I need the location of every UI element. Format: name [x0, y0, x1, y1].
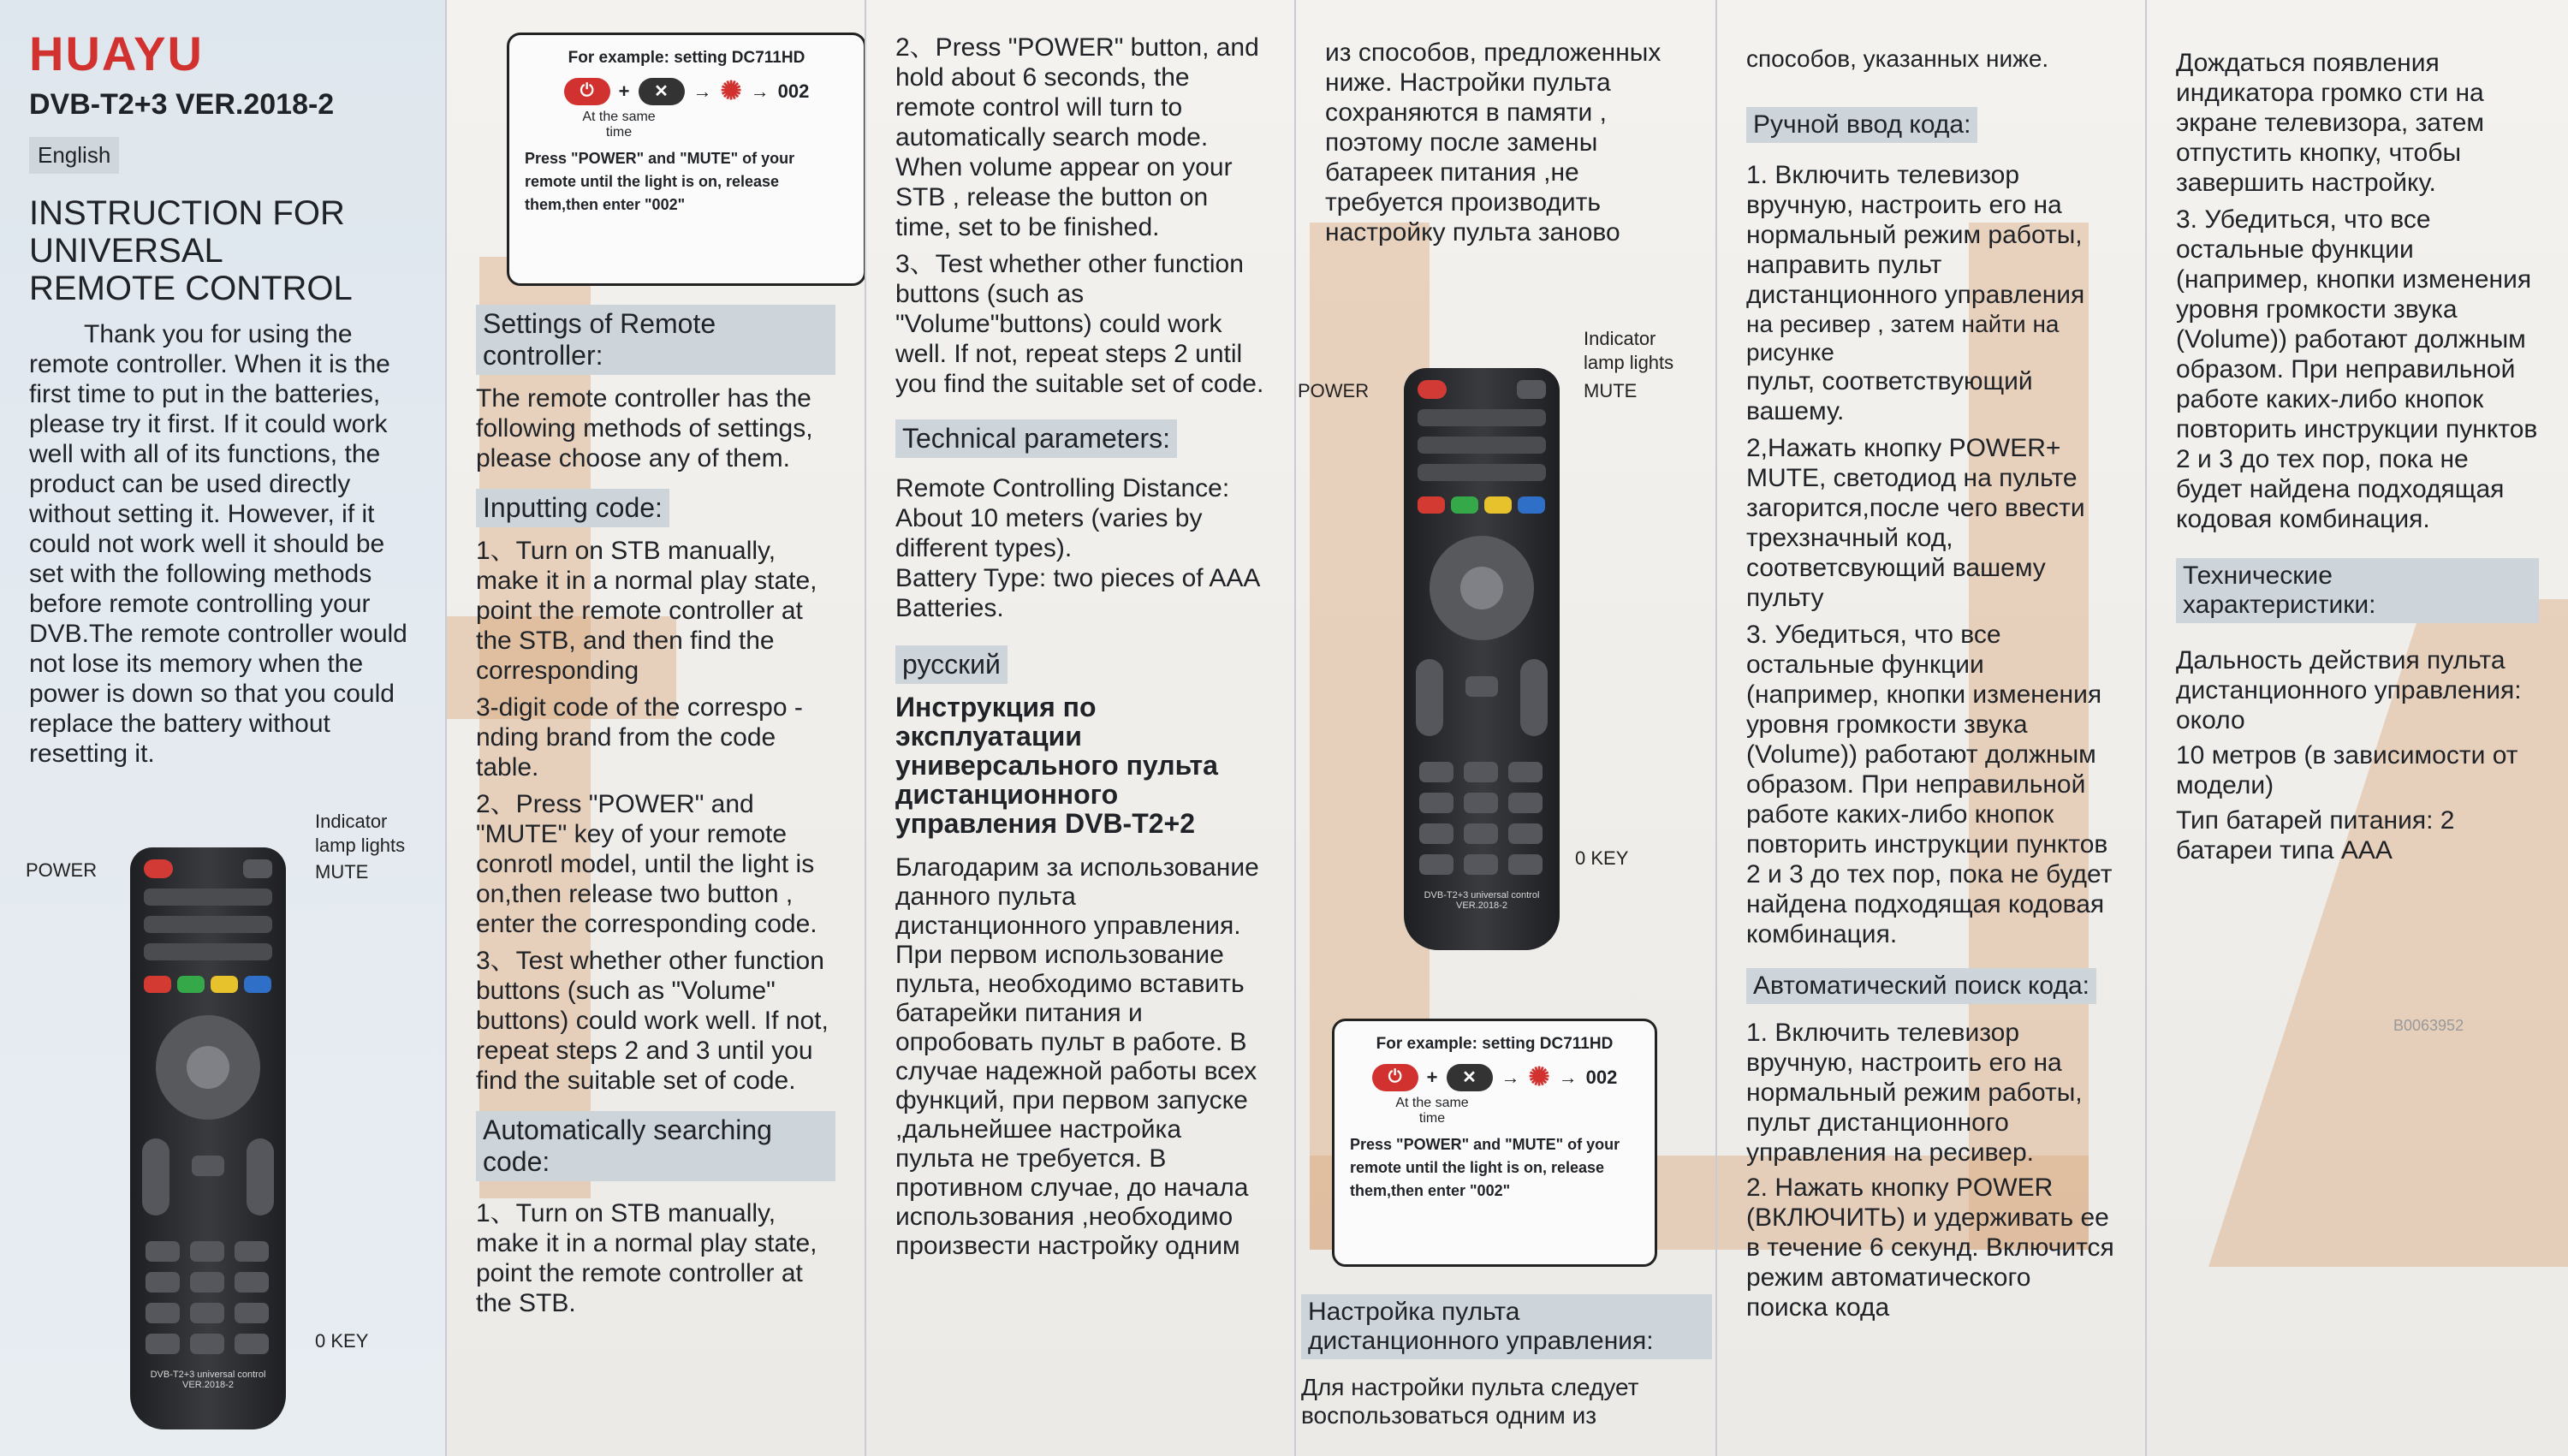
auto-step-1-ru: 1. Включить телевизор вручную, настроить его на нормальный режим работы, пульт дистанционного управления на ресивер. — [1746, 1019, 2083, 1167]
title-line: INSTRUCTION FOR — [29, 194, 345, 232]
digit-key — [1464, 793, 1498, 813]
zero-key-illustration — [1464, 854, 1498, 875]
digit-key — [235, 1241, 269, 1262]
russian-intro-continued: из способов, предложенных ниже. Настройки пульта сохраняются в памяти , поэтому после замены батареек питания ,не требуется производить настройку пульта заново — [1325, 39, 1661, 247]
function-row — [144, 916, 272, 933]
panel-6 — [2147, 0, 2568, 1456]
function-row — [1418, 464, 1546, 481]
mute-icon: ✕ — [639, 78, 685, 105]
red-button — [144, 976, 171, 993]
inputting-step-2: 2、Press "POWER" and "MUTE" key of your remote conrotl model, until the light is on,then release two button , enter the corresponding code. — [476, 790, 817, 938]
light-icon: ✺ — [720, 77, 742, 105]
blue-button — [1518, 496, 1545, 514]
digit-key — [1508, 854, 1543, 875]
arrow-icon: → — [750, 80, 770, 102]
power-label: POWER — [26, 859, 98, 881]
technical-range-ru: 10 метров (в зависимости от модели) — [2176, 741, 2518, 799]
technical-distance-ru: Дальность действия пульта дистанционного управления: около — [2176, 646, 2522, 734]
example-code: 002 — [1585, 1066, 1618, 1088]
finish-text: Дождаться появления индикатора громко сти на экране телевизора, затем отпустить кнопку, чтобы завершить настройку. — [2176, 49, 2484, 197]
title-line: UNIVERSAL — [29, 232, 223, 270]
page-rocker — [247, 1138, 274, 1215]
indicator-label: Indicator lamp lights — [315, 811, 406, 856]
panel-3 — [866, 0, 1294, 1456]
mute-button-illustration — [1517, 380, 1546, 399]
remote-illustration — [130, 847, 286, 1429]
brand-logo: HUAYU — [29, 27, 204, 80]
setup-section-ru — [1301, 1294, 1712, 1429]
technical-battery: Battery Type: two pieces of AAA Batteries. — [895, 564, 1259, 622]
ok-button-illustration — [1460, 567, 1503, 609]
digit-key — [1419, 823, 1453, 844]
remote-caption: DVB-T2+3 universal control VER.2018-2 — [150, 1370, 266, 1390]
function-row — [1418, 409, 1546, 426]
inputting-step-1: 1、Turn on STB manually, make it in a normal play state, point the remote controller at the STB, and then find the corresponding — [476, 537, 817, 685]
manual-step-1b: на ресивер , затем найти на рисунке — [1746, 311, 2060, 365]
zero-key-illustration — [190, 1334, 224, 1354]
arrow-icon: → — [693, 80, 712, 102]
auto-heading-ru: Автоматический поиск кода: — [1746, 968, 2096, 1004]
red-button — [1418, 496, 1445, 514]
manual-step-1: 1. Включить телевизор вручную, настроить его на нормальный режим работы, направить пульт дистанционного управления — [1746, 161, 2085, 309]
digit-key — [146, 1241, 180, 1262]
power-icon: ⏻ — [564, 78, 610, 105]
power-button-illustration — [144, 859, 173, 878]
plus-icon: + — [618, 80, 630, 102]
digit-key — [146, 1303, 180, 1323]
inputting-step-1b: 3-digit code of the correspo -nding brand from the code table. — [476, 693, 803, 781]
zero-key-label-ru: 0 KEY — [1575, 847, 1629, 869]
digit-key — [1419, 793, 1453, 813]
example-code: 002 — [777, 80, 810, 102]
same-time-label: At the same time — [582, 110, 656, 140]
digit-key — [190, 1241, 224, 1262]
plus-icon: + — [1426, 1066, 1438, 1088]
remote-caption: DVB-T2+3 universal control VER.2018-2 — [1424, 890, 1540, 911]
digit-key — [1419, 762, 1453, 782]
panel-5 — [1717, 0, 2145, 1456]
volume-rocker — [142, 1138, 169, 1215]
page-rocker — [1520, 659, 1548, 736]
digit-key — [1508, 762, 1543, 782]
example-title: For example: setting DC711HD — [568, 49, 805, 67]
green-button — [1451, 496, 1478, 514]
russian-title: Инструкция по эксплуатации универсального пульта дистанционного управления DVB-T2+2 — [895, 692, 1218, 839]
technical-battery-ru: Тип батарей питания: 2 батареи типа ААА — [2176, 806, 2455, 865]
mute-label: MUTE — [315, 861, 369, 883]
remote-illustration-ru — [1404, 368, 1560, 950]
manual-step-3: 3. Убедиться, что все остальные функции (например, кнопки изменения уровня громкости звука (Volume)) работают должным образом. При неправильной работе каких-либо кнопок повторить инструкции пунктов 2 и 3 до тех пор, пока не будет найдена подходящая кодовая комбинация. — [1746, 621, 2113, 948]
digit-key — [190, 1303, 224, 1323]
mid-button — [1465, 676, 1498, 697]
russian-intro: Благодарим за использование данного пульта дистанционного управления. При первом использование пульта, необходимо вставить батарейки питания и опробовать пульт в работе. В случае надежной работы всех функций, при первом запуске ,дальнейшее настройка пульта не требуется. В противном случае, до начала использования ,необходимо произвести настройку одним — [895, 853, 1259, 1260]
arrow-icon: → — [1501, 1066, 1520, 1088]
auto-search-heading: Automatically searching code: — [476, 1111, 835, 1181]
zero-key-label: 0 KEY — [315, 1330, 369, 1352]
auto-search-step-2: 2、Press "POWER" button, and hold about 6 seconds, the remote control will turn to automatically search mode. When volume appear on your STB , release the button on time, set to be finished. — [895, 33, 1259, 241]
model-name: DVB-T2+3 VER.2018-2 — [29, 88, 335, 121]
title-line: REMOTE CONTROL — [29, 270, 353, 307]
same-time-label: At the same time — [1395, 1096, 1469, 1126]
mute-icon: ✕ — [1447, 1064, 1493, 1091]
auto-step-2-ru: 2. Нажать кнопку POWER (ВКЛЮЧИТЬ) и удерживать ее в течение 6 секунд. Включится режим автоматического поиска кода — [1746, 1174, 2114, 1322]
arrow-icon: → — [1558, 1066, 1578, 1088]
manual-heading: Ручной ввод кода: — [1746, 107, 1977, 143]
digit-key — [190, 1272, 224, 1293]
language-label: English — [29, 137, 119, 174]
digit-key — [1464, 823, 1498, 844]
verify-text: 3. Убедиться, что все остальные функции (например, кнопки изменения уровня громкости звука (Volume)) работают должным образом. При неправильной работе каких-либо кнопок повторить инструкции пунктов 2 и 3 до тех пор, пока не будет найдена подходящая кодовая комбинация. — [2176, 205, 2538, 533]
digit-key — [1464, 762, 1498, 782]
blue-button — [244, 976, 271, 993]
technical-heading: Technical parameters: — [895, 419, 1177, 458]
inputting-heading: Inputting code: — [476, 489, 669, 527]
manual-step-1c: пульт, соответствующий вашему. — [1746, 367, 2033, 425]
volume-rocker — [1416, 659, 1443, 736]
digit-key — [1508, 793, 1543, 813]
auto-search-step-1: 1、Turn on STB manually, make it in a normal play state, point the remote controller at the STB. — [476, 1199, 817, 1317]
digit-key — [1508, 823, 1543, 844]
settings-text: The remote controller has the following methods of settings, please choose any of them. — [476, 384, 813, 472]
power-icon: ⏻ — [1372, 1064, 1418, 1091]
setup-text: Для настройки пульта следует воспользоваться одним из — [1301, 1374, 1639, 1429]
russian-language-label: русский — [895, 645, 1008, 684]
technical-distance: Remote Controlling Distance: About 10 meters (varies by different types). — [895, 474, 1230, 562]
function-row — [144, 943, 272, 960]
panel-2 — [447, 0, 865, 1456]
intro-text: Thank you for using the remote controller. When it is the first time to put in the batteries, please try it first. If it could work well with all of its functions, the product can be used directly without setting it. However, if it could not work well it should be set with the following methods before remote controlling your DVB.The remote controller would not lose its memory when the power is down so that you could replace the battery without resetting it. — [29, 320, 407, 768]
instruction-title — [29, 194, 416, 307]
digit-key — [235, 1303, 269, 1323]
yellow-button — [1484, 496, 1512, 514]
example-sequence — [525, 76, 848, 106]
example-box — [507, 33, 866, 286]
power-label-ru: POWER — [1298, 380, 1370, 401]
green-button — [177, 976, 205, 993]
example-sequence — [1350, 1062, 1639, 1092]
digit-key — [235, 1334, 269, 1354]
auto-search-step-3: 3、Test whether other function buttons (such as "Volume"buttons) could work well. If not, repeat steps 2 until you find the suitable set of code. — [895, 250, 1264, 398]
setup-heading: Настройка пульта дистанционного управления: — [1301, 1294, 1712, 1359]
digit-key — [1419, 854, 1453, 875]
mute-button-illustration — [243, 859, 272, 878]
indicator-label-ru: Indicator lamp lights — [1584, 328, 1674, 373]
technical-heading-ru: Технические характеристики: — [2176, 558, 2539, 623]
settings-heading: Settings of Remote controller: — [476, 305, 835, 375]
function-row — [1418, 437, 1546, 454]
example-title: For example: setting DC711HD — [1376, 1035, 1614, 1053]
example-box-ru — [1332, 1019, 1657, 1267]
digit-key — [235, 1272, 269, 1293]
methods-text: способов, указанных ниже. — [1746, 45, 2049, 72]
manual-step-2: 2,Нажать кнопку POWER+ MUTE, светодиод на пульте загорится,после чего ввести трехзначный код, соответсвующий вашему пульту — [1746, 434, 2085, 612]
example-caption: Press "POWER" and "MUTE" of your remote until the light is on, release them,then enter "002" — [1350, 1136, 1620, 1199]
mute-label-ru: MUTE — [1584, 380, 1638, 401]
digit-key — [146, 1334, 180, 1354]
inputting-step-3: 3、Test whether other function buttons (such as "Volume" buttons) could work well. If not, repeat steps 2 and 3 until you find the suitable set of code. — [476, 947, 829, 1095]
digit-key — [146, 1272, 180, 1293]
product-code: B0063952 — [2393, 1017, 2464, 1034]
mid-button — [192, 1156, 224, 1176]
ok-button-illustration — [187, 1046, 229, 1089]
function-row — [144, 888, 272, 906]
example-caption: Press "POWER" and "MUTE" of your remote until the light is on, release them,then enter "002" — [525, 150, 795, 213]
light-icon: ✺ — [1528, 1063, 1550, 1091]
yellow-button — [211, 976, 238, 993]
power-button-illustration — [1418, 380, 1447, 399]
